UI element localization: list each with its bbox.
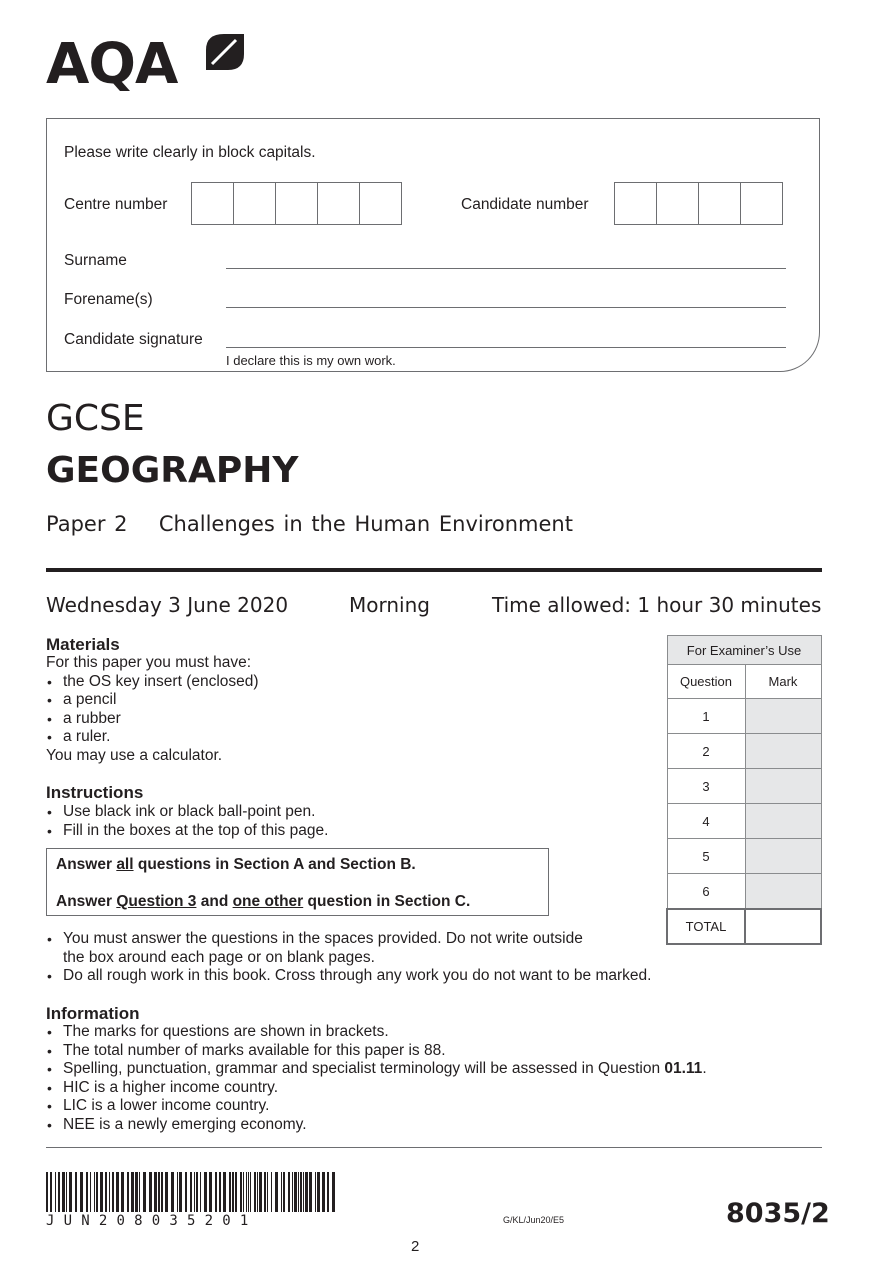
barcode-bar (294, 1172, 297, 1212)
time-allowed: Time allowed: 1 hour 30 minutes (492, 593, 822, 617)
barcode-bar (327, 1172, 329, 1212)
barcode-bar (112, 1172, 114, 1212)
text-segment: the box around each page or on blank pages. (63, 948, 375, 966)
barcode-bar (240, 1172, 242, 1212)
text-segment: question in Section C. (303, 893, 471, 910)
mark-cell (745, 734, 821, 769)
barcode-bar (232, 1172, 234, 1212)
title-divider (46, 568, 822, 572)
barcode-bar (215, 1172, 217, 1212)
text-segment: all (116, 856, 134, 873)
barcode-bar (58, 1172, 60, 1212)
barcode-bar (185, 1172, 187, 1212)
barcode-bar (271, 1172, 272, 1212)
examiner-table-title: For Examiner’s Use (667, 636, 821, 665)
mark-cell (745, 769, 821, 804)
declaration-text: I declare this is my own work. (226, 353, 396, 368)
list-item: • Do all rough work in this book. Cross through any work you do not want to be marked. (46, 967, 816, 986)
paper-reference: G/KL/Jun20/E5 (503, 1215, 565, 1225)
mark-column-header: Mark (745, 665, 821, 699)
forename-field[interactable] (226, 307, 786, 308)
question-ref: 01.11 (664, 1060, 703, 1077)
barcode-bar (317, 1172, 320, 1212)
mark-cell (745, 804, 821, 839)
list-item: • the OS key insert (enclosed) (46, 673, 646, 692)
text-segment: questions in Section A and Section B. (133, 856, 416, 873)
signature-field[interactable] (226, 347, 786, 348)
barcode-bar (179, 1172, 182, 1212)
barcode-bar (154, 1172, 157, 1212)
list-item: • a ruler. (46, 728, 646, 747)
barcode-bar (303, 1172, 304, 1212)
barcode-bar (105, 1172, 107, 1212)
calculator-note: You may use a calculator. (46, 746, 223, 764)
information-heading: Information (46, 1004, 140, 1023)
barcode-image (46, 1172, 339, 1212)
list-item: • Fill in the boxes at the top of this page. (46, 822, 646, 841)
barcode-bar (322, 1172, 325, 1212)
mark-cell (745, 699, 821, 734)
barcode-bar (332, 1172, 335, 1212)
signature-label: Candidate signature (64, 331, 203, 348)
barcode-bar (264, 1172, 266, 1212)
text-segment: . (702, 1060, 707, 1077)
barcode-bar (275, 1172, 278, 1212)
barcode-bar (259, 1172, 262, 1212)
barcode-bar (116, 1172, 119, 1212)
materials-list (46, 673, 646, 747)
instructions-list (46, 803, 646, 840)
information-list (46, 1023, 816, 1134)
barcode-bar (257, 1172, 258, 1212)
digit-box[interactable] (614, 182, 657, 225)
barcode-bar (209, 1172, 212, 1212)
exam-session: Morning (349, 593, 430, 617)
page-number: 2 (411, 1238, 420, 1255)
barcode-bar (235, 1172, 237, 1212)
barcode-bar (283, 1172, 285, 1212)
barcode-bar (86, 1172, 88, 1212)
barcode-bar (305, 1172, 308, 1212)
barcode-bar (121, 1172, 124, 1212)
answer-instruction-2 (56, 893, 470, 911)
barcode-bar (246, 1172, 247, 1212)
text-segment: Question 3 (116, 893, 197, 910)
candidate-number-label: Candidate number (461, 196, 589, 213)
barcode-bar (149, 1172, 152, 1212)
barcode-bar (158, 1172, 160, 1212)
mark-cell (745, 874, 821, 910)
barcode-bar (300, 1172, 302, 1212)
barcode-bar (165, 1172, 168, 1212)
list-item: • LIC is a lower income country. (46, 1097, 816, 1116)
total-mark-cell (745, 909, 821, 944)
list-item (46, 1060, 816, 1079)
question-number: 1 (667, 699, 745, 734)
subject-title: GEOGRAPHY (46, 450, 299, 491)
digit-box[interactable] (233, 182, 276, 225)
list-item: • The marks for questions are shown in brackets. (46, 1023, 816, 1042)
barcode-bar (190, 1172, 192, 1212)
text-segment: You must answer the questions in the spaces provided. Do not write outside (63, 930, 583, 947)
text-segment: Spelling, punctuation, grammar and specialist terminology will be assessed in Question (63, 1060, 665, 1077)
paper-number: Paper 2 (46, 512, 128, 536)
question-number: 3 (667, 769, 745, 804)
footer-divider (46, 1147, 822, 1148)
barcode-bar (80, 1172, 83, 1212)
examiner-use-table (666, 635, 822, 945)
barcode-bar (46, 1172, 48, 1212)
barcode-bar (161, 1172, 163, 1212)
block-capitals-instruction: Please write clearly in block capitals. (64, 144, 316, 161)
digit-box[interactable] (698, 182, 741, 225)
logo-text: AQA (46, 32, 178, 97)
barcode-bar (131, 1172, 134, 1212)
question-number: 6 (667, 874, 745, 910)
list-item: • HIC is a higher income country. (46, 1079, 816, 1098)
barcode-bar (254, 1172, 256, 1212)
materials-section (46, 654, 646, 765)
barcode-bar (292, 1172, 293, 1212)
barcode-bar (288, 1172, 290, 1212)
list-item: • Use black ink or black ball-point pen. (46, 803, 646, 822)
barcode-bar (243, 1172, 244, 1212)
barcode-bar (196, 1172, 198, 1212)
mark-cell (745, 839, 821, 874)
barcode-bar (143, 1172, 146, 1212)
barcode-bar (94, 1172, 95, 1212)
question-number: 4 (667, 804, 745, 839)
list-item: • a pencil (46, 691, 646, 710)
centre-number-label: Centre number (64, 196, 168, 213)
barcode-bar (250, 1172, 251, 1212)
text-segment: and (196, 893, 233, 910)
barcode-bar (127, 1172, 129, 1212)
barcode-bar (135, 1172, 138, 1212)
paper-code: 8035/2 (726, 1198, 830, 1229)
surname-label: Surname (64, 252, 127, 269)
barcode-bar (139, 1172, 140, 1212)
barcode-bar (100, 1172, 103, 1212)
barcode-bar (96, 1172, 98, 1212)
text-segment: Answer (56, 856, 117, 873)
materials-intro: For this paper you must have: (46, 654, 252, 671)
barcode-bar (309, 1172, 312, 1212)
answer-instruction-1 (56, 856, 416, 874)
forename-label: Forename(s) (64, 291, 153, 308)
instructions-heading: Instructions (46, 783, 144, 802)
centre-number-field[interactable] (192, 182, 402, 225)
barcode-bar (62, 1172, 65, 1212)
leaf-logo-icon (202, 30, 248, 72)
digit-box[interactable] (359, 182, 402, 225)
paper-title (46, 512, 573, 536)
digit-box[interactable] (317, 182, 360, 225)
text-segment: Answer (56, 893, 117, 910)
barcode-bar (223, 1172, 226, 1212)
barcode-bar (204, 1172, 207, 1212)
barcode-bar (55, 1172, 56, 1212)
digit-box[interactable] (191, 182, 234, 225)
barcode-bar (66, 1172, 67, 1212)
qualification-title: GCSE (46, 398, 145, 439)
digit-box[interactable] (656, 182, 699, 225)
list-item: • a rubber (46, 710, 646, 729)
question-number: 2 (667, 734, 745, 769)
barcode-bar (315, 1172, 316, 1212)
list-item: • The total number of marks available for this paper is 88. (46, 1042, 816, 1061)
aqa-logo (46, 30, 246, 100)
question-number: 5 (667, 839, 745, 874)
barcode-bar (281, 1172, 282, 1212)
paper-name: Challenges in the Human Environment (158, 512, 573, 536)
barcode-bar (50, 1172, 52, 1212)
barcode-bar (267, 1172, 268, 1212)
digit-box[interactable] (740, 182, 783, 225)
barcode-bar (109, 1172, 110, 1212)
total-label: TOTAL (667, 909, 745, 944)
materials-heading: Materials (46, 635, 120, 654)
list-item: • NEE is a newly emerging economy. (46, 1116, 816, 1135)
barcode-bar (69, 1172, 72, 1212)
barcode-bar (90, 1172, 91, 1212)
barcode-bar (298, 1172, 299, 1212)
surname-field[interactable] (226, 268, 786, 269)
barcode-text: JUN208035201 (46, 1213, 258, 1229)
barcode-bar (248, 1172, 249, 1212)
barcode-bar (194, 1172, 195, 1212)
candidate-number-field[interactable] (615, 182, 783, 225)
text-segment: one other (232, 893, 304, 910)
barcode-bar (177, 1172, 178, 1212)
barcode-bar (219, 1172, 221, 1212)
barcode-bar (171, 1172, 174, 1212)
barcode-bar (229, 1172, 231, 1212)
barcode-bar (200, 1172, 201, 1212)
question-column-header: Question (667, 665, 745, 699)
barcode-bar (75, 1172, 77, 1212)
exam-date: Wednesday 3 June 2020 (46, 593, 289, 617)
digit-box[interactable] (275, 182, 318, 225)
